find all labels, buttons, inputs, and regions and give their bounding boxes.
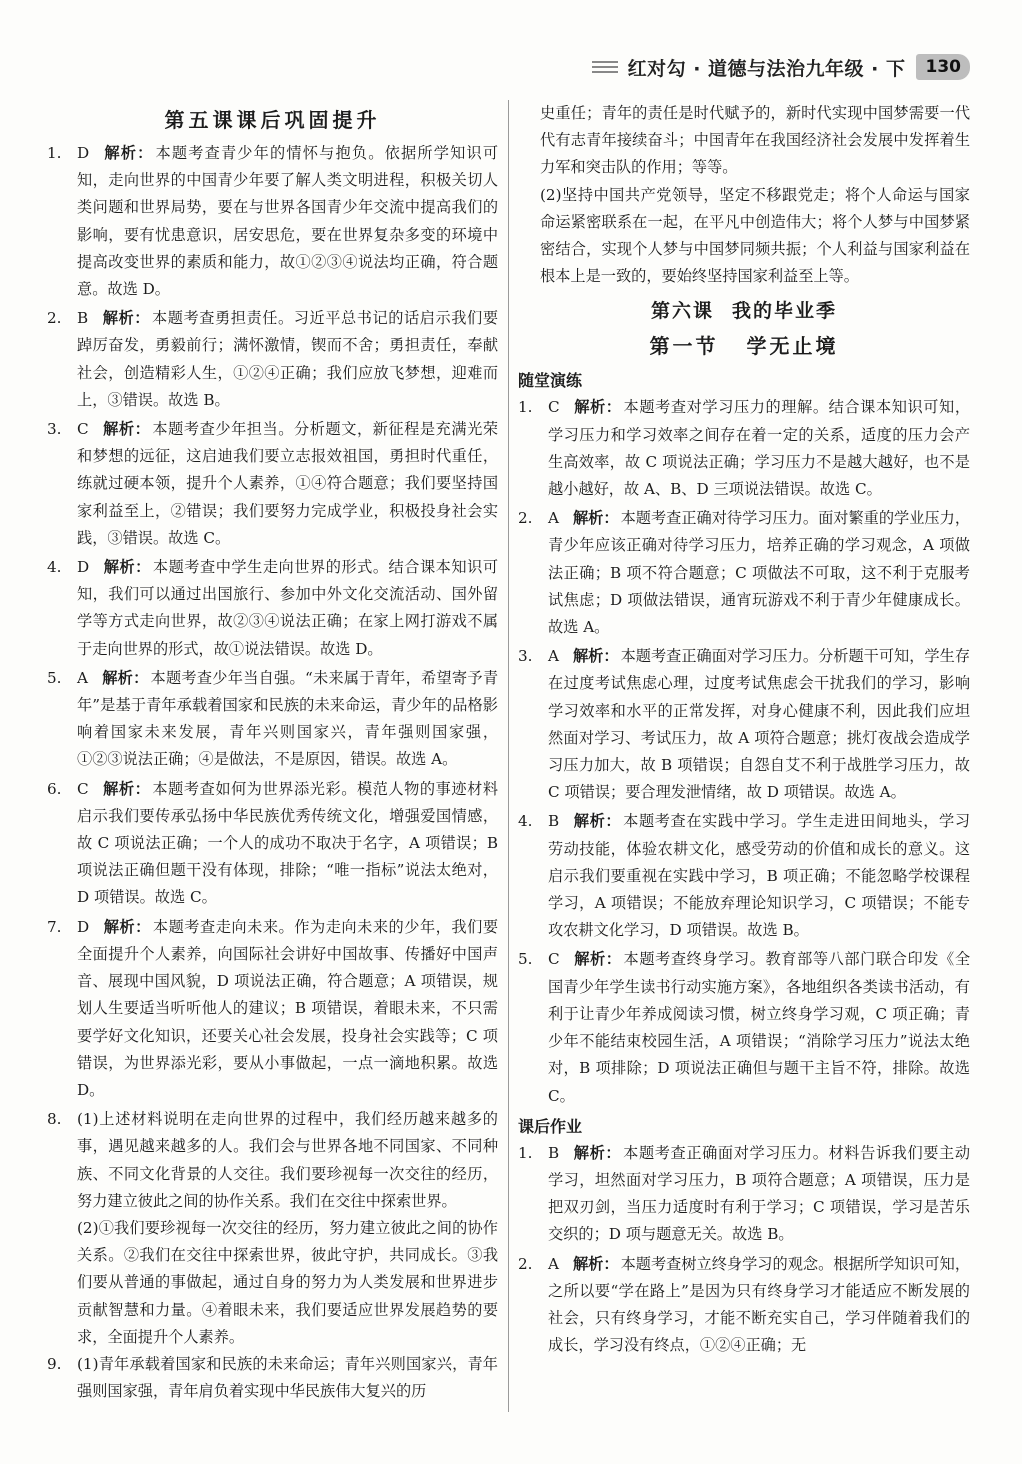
page-number-badge: 130 (916, 54, 971, 80)
item-number: 4. (518, 812, 533, 831)
item-number: 5. (47, 668, 62, 687)
analysis-label: 解析： (573, 812, 622, 831)
analysis-text: 本题考查正确面对学习压力。材料告诉我们要主动学习，坦然面对学习压力，B 项符合题意；A 项错误，压力是把双刃剑，当压力适度时有利于学习；C 项错误，学习是苦乐交织的；D 项与题意无关。故选 B。 (548, 1143, 971, 1244)
item-number: 8. (47, 1110, 62, 1129)
analysis-text: 本题考查中学生走向世界的形式。结合课本知识可知，我们可以通过出国旅行、参加中外文化交流活动、国外留学等方式走向世界，故②③④说法正确；在家上网打游戏不属于走向世界的形式，故①说法错误。故选 D。 (77, 558, 499, 658)
answer-letter: B (77, 309, 89, 328)
item-number: 2. (47, 309, 62, 328)
section-title: 第五课课后巩固提升 (164, 108, 381, 132)
item-number: 1. (518, 398, 533, 417)
node-title (518, 328, 970, 364)
answer-letter: C (548, 398, 560, 417)
answer-item (47, 665, 498, 774)
item-number: 3. (518, 647, 533, 666)
answer-letter: D (77, 917, 90, 936)
analysis-text: 本题考查勇担责任。习近平总书记的话启示我们要踔厉奋发，勇毅前行；满怀激情，锲而不舍；勇担责任，奉献社会，创造精彩人生，①②④正确；我们应放飞梦想，迎难而上，③错误。故选 B。 (77, 309, 499, 409)
answer-letter: D (77, 558, 90, 577)
lesson-name: 我的毕业季 (732, 300, 838, 323)
practice-heading: 随堂演练 (518, 371, 583, 391)
answer-item-q8 (47, 1106, 498, 1215)
lesson-number: 第六课 (650, 300, 714, 323)
page-header (592, 52, 970, 82)
analysis-text: 本题考查树立终身学习的观念。根据所学知识可知，之所以要“学在路上”是因为只有终身学习才能适应不断发展的社会，只有终身学习，才能不断充实自己，学习伴随着我们的成长，学习没有终点，①②④正确；无 (548, 1254, 971, 1355)
analysis-text: 本题考查正确面对学习压力。分析题干可知，学生存在过度考试焦虑心理，过度考试焦虑会干扰我们的学习，影响学习效率和水平的正常发挥，对身心健康不利，因此我们应坦然面对学习、考试压力，故 A 项符合题意；挑灯夜战会造成学习压力加大，故 B 项错误；自怨自艾不利于战胜学习压力，故 C 项错误；要合理发泄情绪，故 D 项错误。故选 A。 (548, 647, 971, 802)
answer-item (47, 416, 498, 552)
analysis-label: 解析： (573, 398, 622, 417)
analysis-text: 本题考查对学习压力的理解。结合课本知识可知，学习压力和学习效率之间存在着一定的关系，适度的压力会产生高效率，故 C 项说法正确；学习压力不是越大越好，也不是越小越好，故 A、B、D 三项说法错误。故选 C。 (548, 398, 971, 499)
analysis-label: 解析： (102, 779, 151, 798)
analysis-label: 解析： (572, 647, 619, 666)
analysis-label: 解析： (572, 1254, 619, 1273)
analysis-text: 本题考查如何为世界添光彩。模范人物的事迹材料启示我们要传承弘扬中华民族优秀传统文化，增强爱国情感，故 C 项说法正确；一个人的成功不取决于名字，A 项错误；B 项说法正确但题干没有体现，排除；“唯一指标”说法太绝对，D 项错误。故选 C。 (77, 779, 499, 907)
answer-item (518, 643, 970, 806)
answer-item (47, 305, 498, 414)
analysis-text: 本题考查青少年的情怀与抱负。依据所学知识可知，走向世界的中国青少年要了解人类文明进程，积极关切人类问题和世界局势，要在与世界各国青少年交流中提高我们的影响，要有忧患意识，居安思危，要在世界复杂多变的环境中提高改变世界的素质和能力，故①②③④说法均正确，符合题意。故选 D。 (77, 144, 498, 299)
item-number: 9. (47, 1354, 62, 1373)
answer-item (518, 808, 970, 944)
item-number: 3. (47, 420, 62, 439)
answer-item (518, 394, 970, 503)
analysis-label: 解析： (572, 509, 619, 528)
item-number: 6. (47, 779, 62, 798)
lesson-title (518, 294, 970, 328)
analysis-text: 本题考查正确对待学习压力。面对繁重的学业压力，青少年应该正确对待学习压力，培养正确的学习观念，A 项做法正确；B 项不符合题意；C 项做法不可取，这不利于克服考试焦虑；D 项做法错误，通宵玩游戏不利于青少年健康成长。故选 A。 (548, 509, 971, 637)
answer-letter: A (548, 1254, 559, 1273)
answer-letter: C (548, 950, 560, 969)
node-number: 第一节 (649, 334, 719, 359)
q8-part-2: (2)①我们要珍视每一次交往的经历，努力建立彼此之间的协作关系。②我们在交往中探索世界，彼此守护，共同成长。③我们要从普通的事做起，通过自身的努力为人类发展和世界进步贡献智慧和力量。④着眼未来，我们要适应世界发展趋势的要求，全面提升个人素养。 (77, 1218, 498, 1346)
analysis-label: 解析： (103, 144, 154, 162)
answer-item (47, 914, 498, 1104)
answer-item (47, 140, 498, 303)
answer-item (518, 1251, 970, 1360)
answer-letter: C (77, 420, 89, 439)
left-column (47, 100, 498, 1405)
analysis-text: 本题考查少年当自强。“未来属于青年，希望寄予青年”是基于青年承载着国家和民族的未来命运，青少年的品格影响着国家未来发展，青年兴则国家兴，青年强则国家强，①②③说法正确；④是做法，不是原因，错误。故选 A。 (77, 668, 499, 769)
analysis-text: 本题考查少年担当。分析题文，新征程是充满光荣和梦想的远征，这启迪我们要立志报效祖国，勇担时代重任，练就过硬本领，提升个人素养，①④符合题意；我们要坚持国家利益至上，②错误；我们要努力完成学业，积极投身社会实践，③错误。故选 C。 (77, 420, 499, 547)
q9-part-1: (1)青年承载着国家和民族的未来命运；青年兴则国家兴，青年强则国家强，青年肩负着实现中华民族伟大复兴的历 (77, 1354, 498, 1401)
analysis-label: 解析： (102, 309, 150, 328)
analysis-text: 本题考查在实践中学习。学生走进田间地头，学习劳动技能，体验农耕文化，感受劳动的价值和成长的意义。这启示我们要重视在实践中学习，B 项正确；不能忽略学校课程学习，A 项错误；不能放弃理论知识学习，C 项错误；不能专攻农耕文化学习，D 项错误。故选 B。 (548, 812, 971, 940)
q9-part-1-continued: 史重任；青年的责任是时代赋予的，新时代实现中国梦需要一代代有志青年接续奋斗；中国青年在我国经济社会发展中发挥着生力军和突击队的作用；等等。 (540, 104, 970, 177)
answer-letter: B (548, 1143, 560, 1162)
answer-letter: B (548, 812, 560, 831)
q9-part-2: (2)坚持中国共产党领导，坚定不移跟党走；将个人命运与国家命运紧密联系在一起，在平凡中创造伟大；将个人梦与中国梦紧密结合，实现个人梦与中国梦同频共振；个人利益与国家利益在根本上是一致的，要始终坚持国家利益至上等。 (540, 185, 970, 286)
answer-item (518, 946, 970, 1109)
item-number: 5. (518, 950, 533, 969)
item-number: 2. (518, 1254, 533, 1273)
header-lines-decoration (592, 61, 618, 73)
item-number: 2. (518, 509, 533, 528)
analysis-label: 解析： (573, 950, 622, 969)
q8-part-1: (1)上述材料说明在走向世界的过程中，我们经历越来越多的事，遇见越来越多的人。我们会与世界各地不同国家、不同种族、不同文化背景的人交往。我们要珍视每一次交往的经历，努力建立彼此之间的协作关系。我们在交往中探索世界。 (77, 1110, 498, 1210)
analysis-label: 解析： (573, 1143, 622, 1162)
answer-letter: A (548, 509, 559, 528)
item-number: 1. (47, 144, 62, 162)
node-name: 学无止境 (746, 334, 839, 359)
answer-letter: D (77, 144, 90, 162)
answer-letter: A (77, 668, 88, 687)
answer-item-q9 (47, 1351, 498, 1405)
answer-letter: A (548, 647, 559, 666)
answer-item (518, 505, 970, 641)
right-column (518, 100, 970, 1359)
item-number: 1. (518, 1143, 533, 1162)
item-number: 4. (47, 558, 62, 577)
analysis-label: 解析： (101, 668, 149, 687)
item-number: 7. (47, 917, 62, 936)
answer-item (47, 554, 498, 663)
analysis-label: 解析： (102, 420, 151, 439)
analysis-text: 本题考查终身学习。教育部等八部门联合印发《全国青少年学生读书行动实施方案》，各地组织各类读书活动，有利于让青少年养成阅读习惯，树立终身学习观，C 项正确；青少年不能结束校园生活，A 项错误；“消除学习压力”说法太绝对，B 项排除；D 项说法正确但与题干主旨不符，排除。故选 C。 (548, 950, 971, 1105)
answer-item (47, 776, 498, 912)
homework-heading: 课后作业 (518, 1116, 583, 1136)
column-divider (508, 100, 509, 1412)
analysis-label: 解析： (103, 558, 151, 577)
analysis-text: 本题考查走向未来。作为走向未来的少年，我们要全面提升个人素养，向国际社会讲好中国故事、传播好中国声音、展现中国风貌，D 项说法正确，符合题意；A 项错误，规划人生要适当听听他人的建议；B 项错误，着眼未来，不只需要学好文化知识，还要关心社会发展，投身社会实践等；C 项错误，为世界添光彩，要从小事做起，一点一滴地积累。故选 D。 (77, 917, 499, 1099)
book-title: 红对勾 · 道德与法治九年级 · 下 (627, 57, 906, 80)
answer-item (518, 1140, 970, 1249)
analysis-label: 解析： (103, 917, 151, 936)
answer-letter: C (77, 779, 89, 798)
